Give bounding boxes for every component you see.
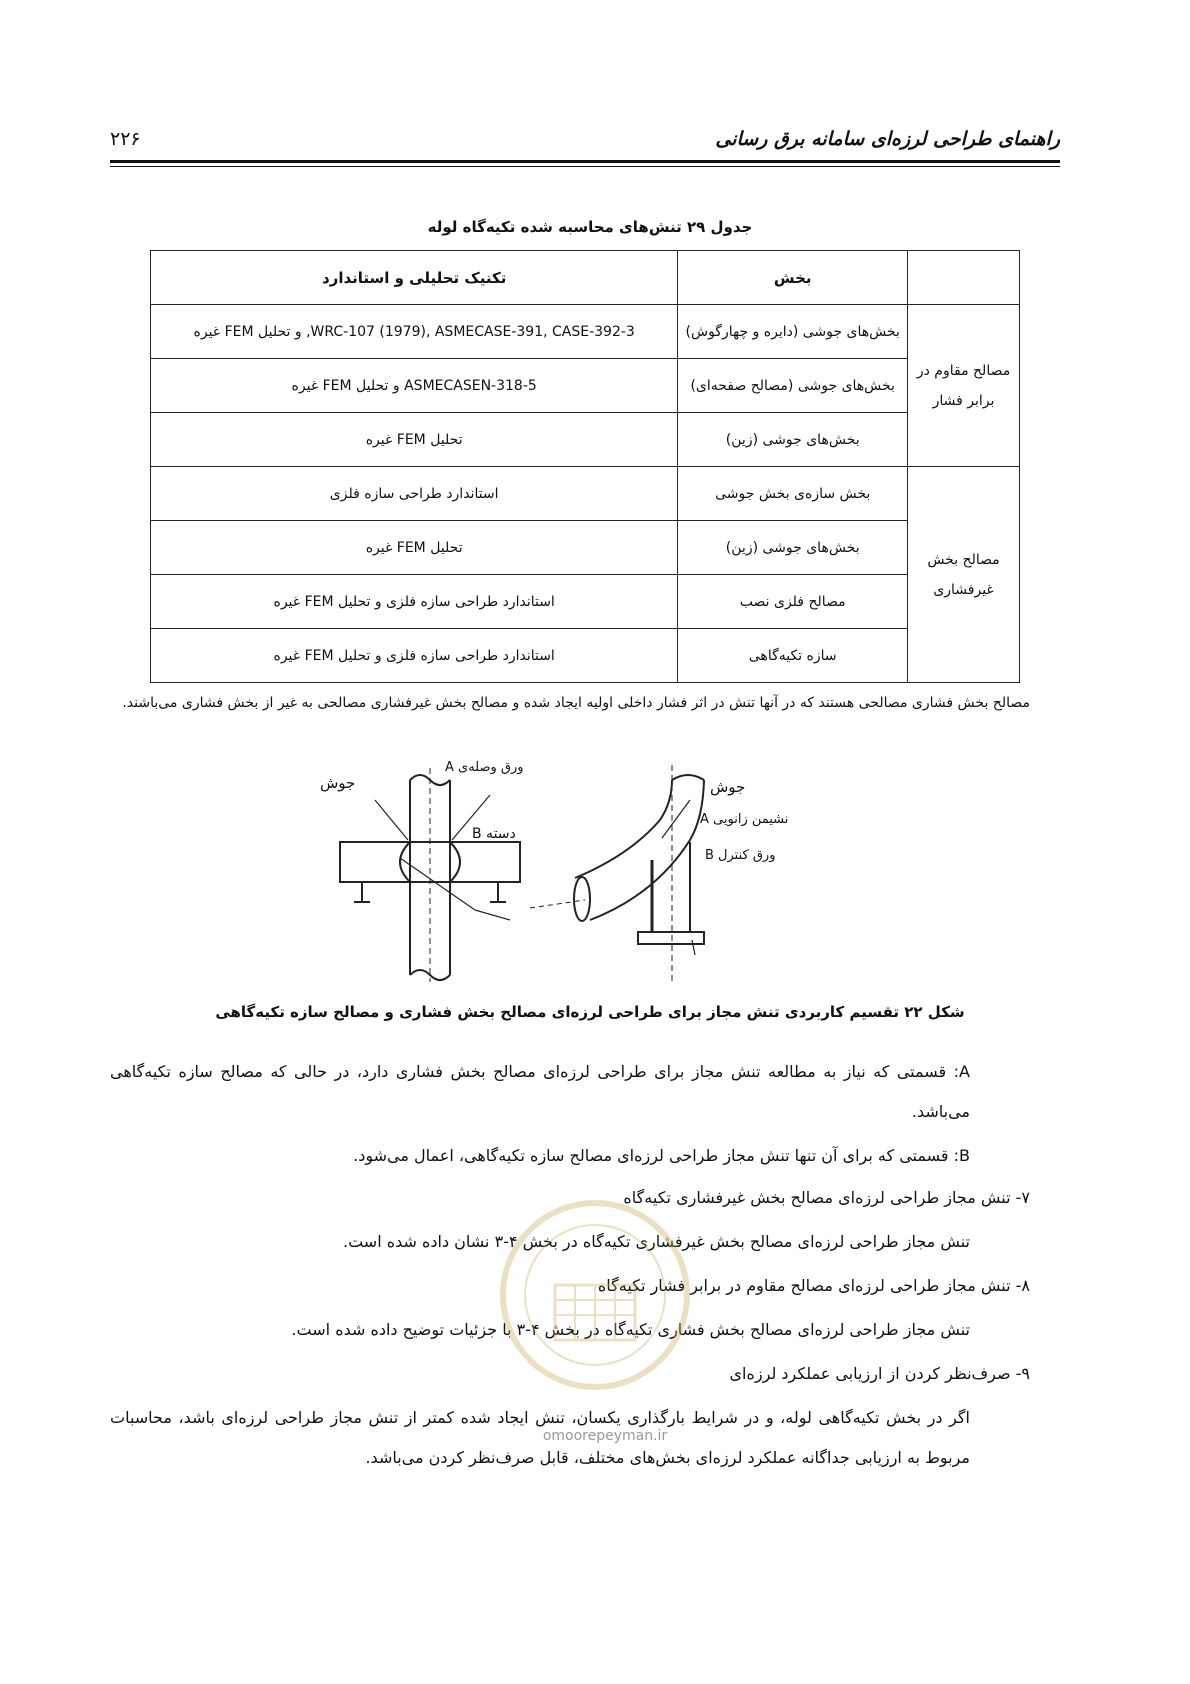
- section-cell: بخش‌های جوشی (زین): [678, 521, 908, 575]
- paragraph-b: B: قسمتی که برای آن تنها تنش مجاز طراحی لرزه‌ای مصالح سازه تکیه‌گاهی، اعمال می‌شود.: [353, 1146, 970, 1165]
- section-cell: بخش‌های جوشی (زین): [678, 413, 908, 467]
- watermark-logo: [495, 1195, 695, 1395]
- figure-caption: شکل ۲۲ تقسیم کاربردی تنش مجاز برای طراحی لرزه‌ای مصالح بخش فشاری و مصالح سازه تکیه‌گاهی: [215, 1003, 965, 1021]
- technique-cell: تحلیل FEM غیره: [151, 413, 678, 467]
- technique-cell: WRC-107 (1979), ASMECASE-391, CASE-392-3, و تحلیل FEM غیره: [151, 305, 678, 359]
- table-row: [151, 467, 1020, 521]
- item-9-text: اگر در بخش تکیه‌گاهی لوله، و در شرایط بارگذاری یکسان، تنش ایجاد شده کمتر از تنش مجاز طراحی لرزه‌ای باشد، محاسبات مربوط به ارزیابی جداگانه عملکرد لرزه‌ای بخش‌های مختلف، قابل صرف‌نظر کردن می‌باشد.: [110, 1408, 970, 1467]
- technique-cell: ASMECASEN-318-5 و تحلیل FEM غیره: [151, 359, 678, 413]
- header-rule-thin: [110, 166, 1060, 167]
- group-label: مصالح مقاوم در برابر فشار: [908, 305, 1020, 467]
- header-technique: تکنیک تحلیلی و استاندارد: [151, 251, 678, 305]
- table-row: [151, 521, 1020, 575]
- item-7-heading: ۷- تنش مجاز طراحی لرزه‌ای مصالح بخش غیرفشاری تکیه‌گاه: [623, 1188, 1030, 1207]
- technique-cell: استاندارد طراحی سازه فلزی و تحلیل FEM غیره: [151, 629, 678, 683]
- technique-cell: تحلیل FEM غیره: [151, 521, 678, 575]
- table-row: [151, 305, 1020, 359]
- table-row: [151, 413, 1020, 467]
- stress-table: [150, 250, 1020, 683]
- label-patch-plate: ورق وصله‌ی A: [445, 760, 524, 775]
- pipe-support-diagram: [300, 760, 860, 985]
- table-row: [151, 359, 1020, 413]
- label-weld-right: جوش: [710, 778, 746, 796]
- page-number: ۲۲۶: [110, 128, 141, 150]
- section-cell: سازه تکیه‌گاهی: [678, 629, 908, 683]
- technique-cell: استاندارد طراحی سازه فلزی و تحلیل FEM غیره: [151, 575, 678, 629]
- header-rule-thick: [110, 160, 1060, 163]
- table-header-row: [151, 251, 1020, 305]
- label-control-plate: ورق کنترل B: [705, 848, 776, 863]
- page-header: [110, 118, 1060, 158]
- item-8-heading: ۸- تنش مجاز طراحی لرزه‌ای مصالح مقاوم در برابر فشار تکیه‌گاه: [597, 1276, 1030, 1295]
- item-9-heading: ۹- صرف‌نظر کردن از ارزیابی عملکرد لرزه‌ای: [729, 1364, 1030, 1383]
- group-label: مصالح بخش غیرفشاری: [908, 467, 1020, 683]
- paragraph-a: A: قسمتی که نیاز به مطالعه تنش مجاز برای طراحی لرزه‌ای مصالح بخش فشاری دارد، در حالی که مصالح سازه تکیه‌گاهی می‌باشد.: [110, 1062, 970, 1121]
- label-handle: دسته B: [472, 826, 516, 842]
- label-elbow-seat: نشیمن زانویی A: [700, 812, 789, 827]
- watermark-url: omoorepeyman.ir: [542, 1428, 668, 1444]
- note-paragraph: مصالح بخش فشاری مصالحی هستند که در آنها تنش در اثر فشار داخلی اولیه ایجاد شده و مصالح بخش غیرفشاری مصالحی به غیر از بخش فشاری می‌باشند.: [122, 695, 1030, 711]
- section-cell: بخش‌های جوشی (دایره و چهارگوش): [678, 305, 908, 359]
- label-weld-left: جوش: [320, 774, 356, 792]
- technique-cell: استاندارد طراحی سازه فلزی: [151, 467, 678, 521]
- running-title: راهنمای طراحی لرزه‌ای سامانه برق رسانی: [715, 128, 1060, 150]
- item-7-text: تنش مجاز طراحی لرزه‌ای مصالح بخش غیرفشاری تکیه‌گاه در بخش ۴-۳ نشان داده شده است.: [342, 1232, 970, 1251]
- table-row: [151, 629, 1020, 683]
- section-cell: بخش سازه‌ی بخش جوشی: [678, 467, 908, 521]
- section-cell: مصالح فلزی نصب: [678, 575, 908, 629]
- table-caption: جدول ۲۹ تنش‌های محاسبه شده تکیه‌گاه لوله: [427, 218, 753, 236]
- section-cell: بخش‌های جوشی (مصالح صفحه‌ای): [678, 359, 908, 413]
- item-8-text: تنش مجاز طراحی لرزه‌ای مصالح بخش فشاری تکیه‌گاه در بخش ۴-۳ با جزئیات توضیح داده شده است.: [291, 1320, 970, 1339]
- table-row: [151, 575, 1020, 629]
- header-group: [908, 251, 1020, 305]
- pipe-support-figure: [300, 760, 860, 985]
- header-section: بخش: [678, 251, 908, 305]
